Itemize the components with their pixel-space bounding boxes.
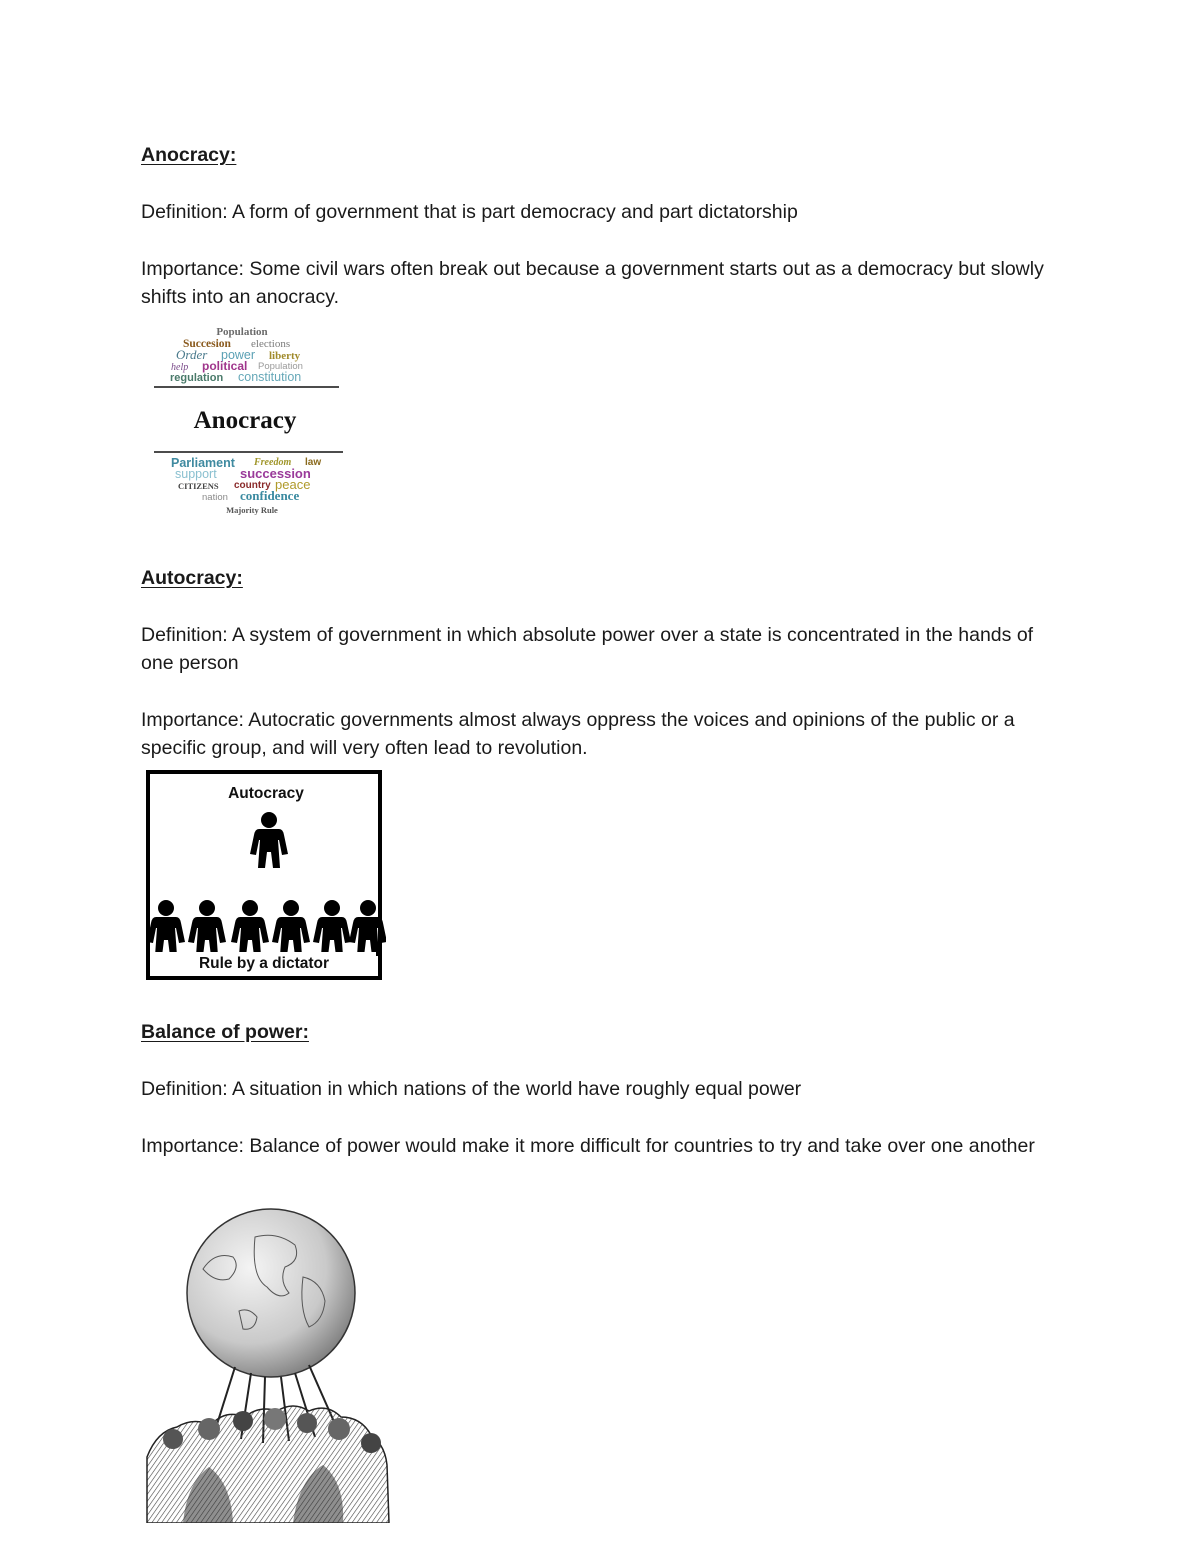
word-nation: nation	[202, 492, 228, 503]
word-regulation: regulation	[170, 372, 224, 384]
word-succession: succession	[240, 466, 311, 481]
word-elections: elections	[251, 338, 291, 350]
balance-of-power-heading: Balance of power:	[141, 1021, 309, 1043]
word-law: law	[305, 457, 322, 468]
balance-of-power-engraving-image	[143, 1207, 405, 1523]
word-peace: peace	[275, 477, 311, 492]
crowd-of-figures-icon	[147, 1406, 389, 1523]
anocracy-definition: Definition: A form of government that is part democracy and part dictatorship	[141, 201, 798, 223]
autocracy-heading: Autocracy:	[141, 567, 243, 589]
globe-icon	[187, 1209, 355, 1377]
word-freedom: Freedom	[254, 457, 292, 468]
autocracy-figure-caption: Rule by a dictator	[198, 955, 330, 972]
frame-border	[148, 772, 380, 978]
word-succesion: Succesion	[183, 338, 231, 350]
word-political: political	[202, 359, 248, 373]
word-country: country	[234, 480, 271, 491]
word-help: help	[171, 362, 189, 373]
word-parliament: Parliament	[171, 456, 235, 470]
anocracy-heading: Anocracy:	[141, 144, 237, 166]
autocracy-importance: Importance: Autocratic governments almost always oppress the voices and opinions of the public or a specific group, and will very often lead to revolution.	[141, 709, 1015, 759]
word-support: support	[175, 467, 217, 481]
autocracy-diagram-image	[144, 768, 386, 982]
word-confidence: confidence	[240, 488, 300, 503]
word-majority-rule: Majority Rule	[226, 505, 278, 515]
word-liberty: liberty	[269, 350, 301, 362]
word-power: power	[221, 348, 256, 362]
anocracy-word-cloud-image	[150, 320, 350, 520]
word-order: Order	[176, 347, 208, 362]
word-population-1: Population	[216, 326, 268, 338]
anocracy-figure-title: Anocracy	[193, 407, 297, 434]
balance-of-power-definition: Definition: A situation in which nations of the world have roughly equal power	[141, 1078, 802, 1100]
word-population-2: Population	[258, 361, 303, 372]
autocracy-figure-title: Autocracy	[228, 785, 304, 802]
word-constitution: constitution	[238, 370, 302, 384]
word-citizens: CITIZENS	[178, 481, 219, 491]
autocracy-definition: Definition: A system of government in which absolute power over a state is concentrated in the hands of one person	[141, 624, 1034, 674]
anocracy-importance: Importance: Some civil wars often break out because a government starts out as a democracy but slowly shifts into an anocracy.	[141, 258, 1044, 308]
balance-of-power-importance: Importance: Balance of power would make it more difficult for countries to try and take over one another	[141, 1135, 1035, 1157]
